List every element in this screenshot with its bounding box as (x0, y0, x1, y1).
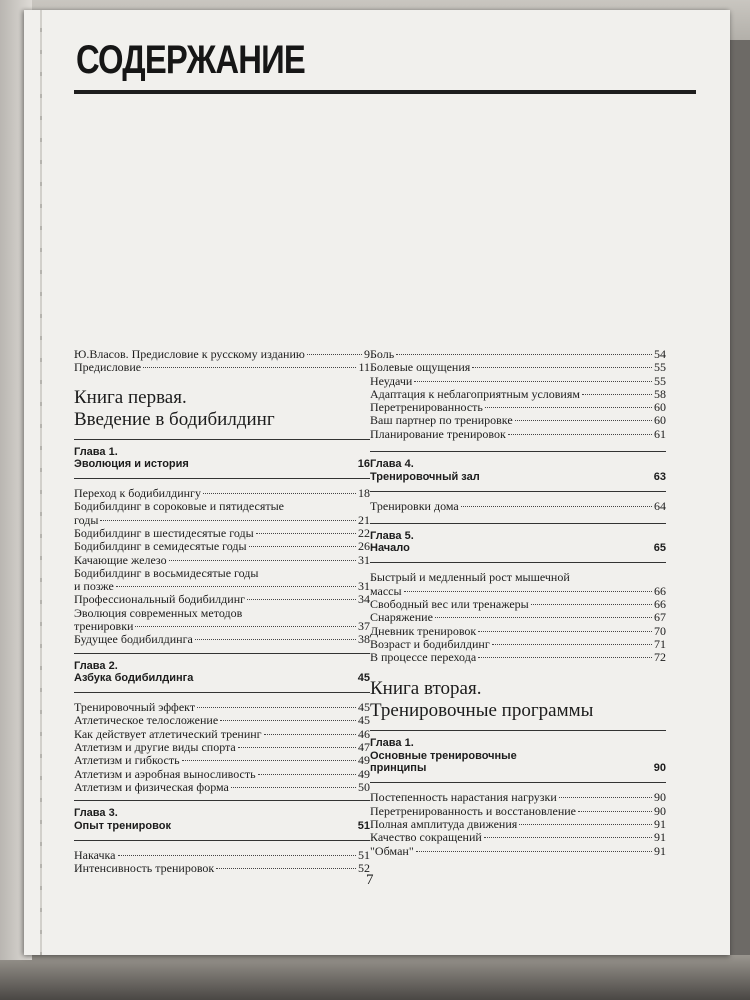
book-one-title: Введение в бодибилдинг (74, 408, 275, 430)
dot-leader (135, 626, 356, 627)
toc-entry-page: 34 (358, 592, 370, 607)
dot-leader (238, 747, 356, 748)
toc-entry-page: 22 (358, 525, 370, 540)
toc-entry-title: Будущее бодибилдинга (74, 632, 193, 647)
toc-entry-page: 66 (654, 583, 666, 598)
toc-entry-page: 45 (358, 713, 370, 728)
toc-entry (370, 638, 666, 651)
toc-entry (370, 414, 666, 427)
toc-title: СОДЕРЖАНИЕ (76, 38, 305, 82)
dot-leader (414, 381, 652, 382)
toc-entry-title: Качество сокращений (370, 830, 482, 845)
dot-leader (258, 774, 356, 775)
toc-entry (370, 571, 666, 598)
dot-leader (531, 604, 652, 605)
toc-entry-page: 60 (654, 413, 666, 428)
toc-entry (370, 361, 666, 374)
chapter-title-rule (74, 692, 370, 693)
toc-entry-title: Предисловие (74, 360, 142, 375)
chapter-rule (74, 653, 370, 654)
toc-entry (74, 754, 370, 767)
toc-entry-title: Ваш партнер по тренировке (370, 413, 513, 428)
chapter-label: Глава 1. (370, 737, 414, 750)
chapter-rule (370, 730, 666, 731)
toc-entry-page: 71 (654, 636, 666, 651)
toc-entry-title: Как действует атлетический тренинг (74, 726, 262, 741)
toc-entry (370, 651, 666, 664)
chapter-page: 63 (653, 470, 666, 483)
toc-entry-title: Атлетизм и физическая форма (74, 779, 229, 794)
toc-entry (370, 625, 666, 638)
chapter-title-rule (370, 782, 666, 783)
toc-entry (74, 554, 370, 567)
chapter-title-rule (74, 840, 370, 841)
toc-entry (74, 633, 370, 646)
chapter-title-row (370, 762, 666, 775)
book-two-title: Тренировочные программы (370, 700, 594, 722)
toc-entry (370, 428, 666, 441)
toc-entry-title: Атлетизм и гибкость (74, 753, 180, 768)
toc-entry (74, 500, 370, 527)
toc-entry-page: 91 (654, 843, 666, 858)
chapter-label: Глава 5. (370, 529, 414, 542)
chapter-rule (74, 800, 370, 801)
toc-entry-title: Снаряжение (370, 610, 433, 625)
dot-leader (519, 824, 652, 825)
dot-leader (461, 506, 652, 507)
dot-leader (256, 533, 356, 534)
toc-entry-page: 67 (654, 610, 666, 625)
toc-column-left (74, 348, 370, 875)
toc-entry-page: 38 (358, 632, 370, 647)
toc-entry-title: Полная амплитуда движения (370, 817, 518, 832)
chapter-page: 51 (357, 819, 370, 832)
toc-entry-page: 55 (654, 360, 666, 375)
toc-entry (370, 611, 666, 624)
chapter-label: Глава 4. (370, 458, 414, 471)
toc-entry-page: 58 (654, 386, 666, 401)
toc-entry (74, 487, 370, 500)
toc-entry-title: Атлетизм и другие виды спорта (74, 740, 236, 755)
toc-entry-page: 64 (654, 498, 666, 513)
toc-entry (370, 598, 666, 611)
dot-leader (118, 855, 357, 856)
toc-entry-title: тренировки (74, 619, 134, 634)
dot-leader (220, 720, 356, 721)
toc-entry-page: 66 (654, 596, 666, 611)
toc-entry-title: Дневник тренировок (370, 623, 477, 638)
toc-entry-title: годы (74, 512, 99, 527)
toc-entry (74, 361, 370, 374)
toc-entry (370, 375, 666, 388)
toc-entry (74, 768, 370, 781)
chapter-page: 90 (653, 762, 666, 775)
toc-entry (370, 388, 666, 401)
toc-entry-title: Бодибилдинг в шестидесятые годы (74, 525, 254, 540)
toc-entry-page: 47 (358, 740, 370, 755)
dot-leader (404, 591, 652, 592)
dot-leader (559, 797, 652, 798)
dot-leader (216, 868, 356, 869)
page-number: 7 (366, 872, 374, 888)
toc-entry (74, 527, 370, 540)
dot-leader (478, 657, 652, 658)
toc-entry-title: Неудачи (370, 373, 413, 388)
toc-entry-title: Накачка (74, 847, 116, 862)
chapter-label: Глава 1. (74, 445, 118, 458)
dot-leader (484, 837, 652, 838)
toc-entry (74, 593, 370, 606)
toc-entry-title: Возраст и бодибилдинг (370, 636, 490, 651)
chapter-title-line2: принципы (370, 762, 427, 775)
toc-entry-title: Постепенность нарастания нагрузки (370, 790, 557, 805)
dot-leader (478, 631, 652, 632)
dot-leader (247, 599, 356, 600)
toc-entry-title: Качающие железо (74, 552, 167, 567)
toc-entry-title: Атлетическое телосложение (74, 713, 219, 728)
toc-entry-page: 91 (654, 817, 666, 832)
toc-entry-page: 46 (358, 726, 370, 741)
toc-entry-page: 55 (654, 373, 666, 388)
book-two-heading (370, 678, 666, 722)
chapter-rule (74, 439, 370, 440)
dot-leader (197, 707, 356, 708)
toc-entry (74, 607, 370, 634)
toc-entry (74, 540, 370, 553)
chapter-page: 45 (357, 672, 370, 685)
dot-leader (492, 644, 652, 645)
toc-entry-title: Профессиональный бодибилдинг (74, 592, 246, 607)
backdrop-bottom (0, 955, 750, 1000)
chapter-entries (74, 701, 370, 794)
toc-entry (370, 500, 666, 513)
toc-entry-page: 72 (654, 650, 666, 665)
toc-entry-page: 18 (358, 486, 370, 501)
toc-entry-title: Боль (370, 347, 395, 361)
toc-entry-title: Интенсивность тренировок (74, 861, 215, 876)
dot-leader (582, 394, 652, 395)
dot-leader (508, 434, 652, 435)
toc-entry-page: 11 (358, 360, 370, 375)
dot-leader (195, 639, 356, 640)
chapter-entries (370, 791, 666, 857)
toc-entry-page: 54 (654, 347, 666, 361)
toc-entry-page: 91 (654, 830, 666, 845)
dot-leader (169, 560, 356, 561)
toc-entry-title: Болевые ощущения (370, 360, 471, 375)
toc-entry-page: 37 (358, 619, 370, 634)
chapter-label: Глава 2. (74, 659, 118, 672)
dot-leader (100, 520, 356, 521)
chapter-title-rule (370, 562, 666, 563)
toc-entry-title: массы (370, 583, 402, 598)
toc-entry-title: Тренировки дома (370, 498, 459, 513)
chapter-title-row (74, 820, 370, 833)
toc-entry-page: 60 (654, 400, 666, 415)
chapter-entries (74, 849, 370, 876)
toc-entry (370, 401, 666, 414)
toc-entry-page: 51 (358, 847, 370, 862)
toc-entry-page: 21 (358, 512, 370, 527)
binding-stitches (40, 10, 42, 955)
toc-entry-title: Адаптация к неблагоприятным условиям (370, 386, 580, 401)
toc-entry-page: 50 (358, 779, 370, 794)
dot-leader (231, 787, 356, 788)
dot-leader (264, 734, 356, 735)
chapter-label: Глава 3. (74, 807, 118, 820)
book-two-label: Книга вторая. (370, 678, 482, 700)
dot-leader (578, 811, 652, 812)
toc-entry-title: Планирование тренировок (370, 426, 506, 441)
dot-leader (249, 546, 356, 547)
preface-entries (74, 348, 370, 375)
toc-entry-page: 52 (358, 861, 370, 876)
dot-leader (307, 354, 362, 355)
toc-entry-page: 70 (654, 623, 666, 638)
chapter-title-row (370, 542, 666, 555)
chapter-entries (370, 571, 666, 664)
book-one-label: Книга первая. (74, 386, 187, 408)
toc-entry (74, 728, 370, 741)
toc-entry-page: 31 (358, 579, 370, 594)
toc-entry (74, 701, 370, 714)
toc-entry-title-line1: Бодибилдинг в восьмидесятые годы (74, 565, 259, 580)
toc-entry (370, 818, 666, 831)
toc-entry (370, 348, 666, 361)
chapter-entries (74, 487, 370, 647)
dot-leader (515, 420, 652, 421)
toc-entry (74, 714, 370, 727)
title-rule (74, 90, 696, 94)
dot-leader (396, 354, 652, 355)
toc-entry-title: Перетренированность и восстановление (370, 803, 576, 818)
toc-entry-page: 26 (358, 539, 370, 554)
dot-leader (416, 851, 652, 852)
toc-entry (74, 567, 370, 594)
toc-entry (74, 348, 370, 361)
toc-entry-title-line1: Эволюция современных методов (74, 605, 243, 620)
dot-leader (116, 586, 356, 587)
toc-entry-title: Тренировочный эффект (74, 700, 196, 715)
dot-leader (143, 367, 356, 368)
chapter-rule (370, 451, 666, 452)
toc-entry-title: Перетренированность (370, 400, 483, 415)
toc-entry-page: 90 (654, 803, 666, 818)
toc-entry-title: Свободный вес или тренажеры (370, 596, 529, 611)
toc-entry-title: Бодибилдинг в семидесятые годы (74, 539, 247, 554)
toc-entry (370, 805, 666, 818)
dot-leader (435, 617, 652, 618)
toc-entry-page: 90 (654, 790, 666, 805)
toc-entry (370, 845, 666, 858)
book-page (24, 10, 730, 955)
toc-entry (370, 831, 666, 844)
chapter-title-row (74, 672, 370, 685)
toc-entry-title: Переход к бодибилдингу (74, 486, 201, 501)
chapter-title-row (370, 471, 666, 484)
toc-entry-page: 49 (358, 766, 370, 781)
toc-column-right (370, 348, 666, 858)
chapter-entries (370, 500, 666, 513)
chapter-title-line1: Основные тренировочные (370, 749, 517, 762)
toc-entry-title: Ю.Власов. Предисловие к русскому изданию (74, 347, 305, 361)
toc-entry (74, 781, 370, 794)
chapter-title: Эволюция и история (74, 458, 189, 471)
toc-entry-page: 31 (358, 552, 370, 567)
chapter-title-rule (74, 478, 370, 479)
chapter-title-row (74, 458, 370, 471)
toc-entry-page: 61 (654, 426, 666, 441)
toc-entry (370, 791, 666, 804)
toc-entry (74, 849, 370, 862)
toc-entry-title: В процессе перехода (370, 650, 477, 665)
chapter-page: 65 (653, 542, 666, 555)
toc-entry (74, 741, 370, 754)
toc-entry (74, 862, 370, 875)
chapter-rule (370, 523, 666, 524)
toc-entry-page: 9 (364, 347, 370, 361)
chapter-title: Тренировочный зал (370, 470, 480, 483)
toc-entry-title-line1: Быстрый и медленный рост мышечной (370, 570, 570, 585)
chapter-title-rule (370, 491, 666, 492)
toc-entry-title-line1: Бодибилдинг в сороковые и пятидесятые (74, 499, 284, 514)
chapter-title: Начало (370, 542, 410, 555)
dot-leader (203, 493, 356, 494)
toc-entry-page: 49 (358, 753, 370, 768)
chapter-page: 16 (357, 458, 370, 471)
toc-entry-title: "Обман" (370, 843, 414, 858)
chapter-title: Азбука бодибилдинга (74, 672, 194, 685)
toc-entry-page: 45 (358, 700, 370, 715)
dot-leader (485, 407, 652, 408)
toc-entry-title: и позже (74, 579, 114, 594)
chapter-title: Опыт тренировок (74, 819, 171, 832)
book-one-heading (74, 387, 370, 431)
dot-leader (472, 367, 652, 368)
dot-leader (182, 760, 356, 761)
continued-entries (370, 348, 666, 441)
toc-entry-title: Атлетизм и аэробная выносливость (74, 766, 256, 781)
